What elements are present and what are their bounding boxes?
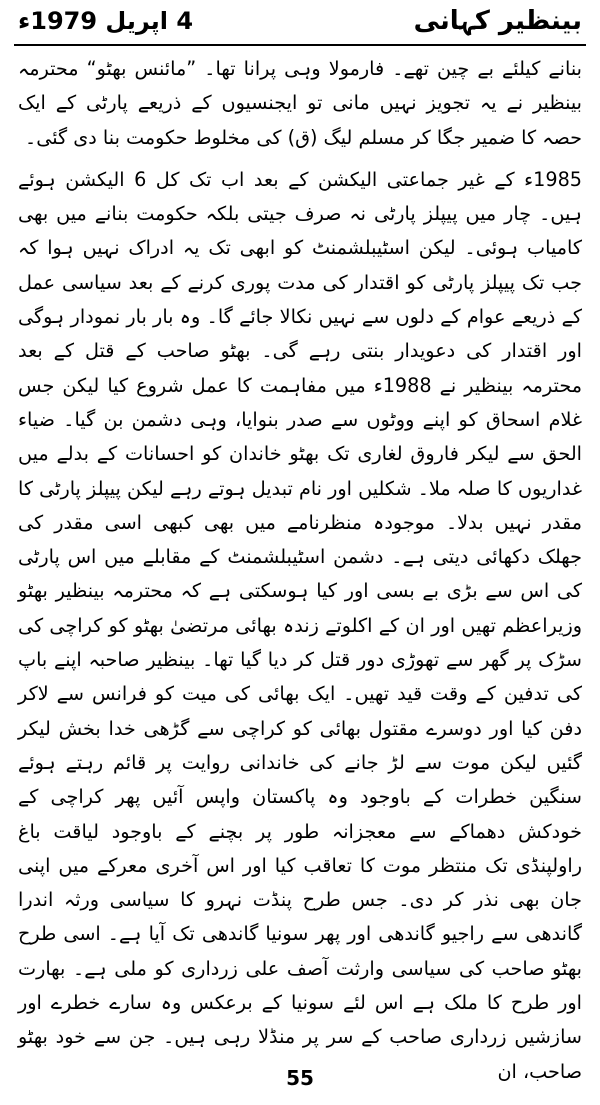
paragraph: بنانے کیلئے بے چین تھے۔ فارمولا وہی پرانا تھا۔ ”مائنس بھٹو“ محترمہ بینظیر نے یہ تجویز نہیں مانی تو ایجنسیوں کے ذریعے پارٹی کے ایک حصہ کا ضمیر جگا کر مسلم لیگ (ق) کی مخلوط حکومت بنا دی گئی۔ xyxy=(18,57,582,149)
paragraph: 1985ء کے غیر جماعتی الیکشن کے بعد اب تک کل 6 الیکشن ہوئے ہیں۔ چار میں پیپلز پارٹی نہ صرف جیتی بلکہ حکومت بنانے میں بھی کامیاب ہوئی۔ لیکن اسٹیبلشمنٹ کو ابھی تک یہ ادراک نہیں ہوا کہ جب تک پیپلز پارٹی کو اقتدار کی مدت پوری کرنے کے بعد سیاسی عمل کے ذریعے عوام کے دلوں سے نہیں نکالا جائے گا۔ وہ بار بار نمودار ہوگی اور اقتدار کی دعویدار بنتی رہے گی۔ بھٹو صاحب کے قتل کے بعد محترمہ بینظیر نے 1988ء میں مفاہمت کا عمل شروع کیا لیکن جس غلام اسحاق کو اپنے ووٹوں سے صدر بنوایا، وہی دشمن بن گیا۔ ضیاء الحق سے لیکر فاروق لغاری تک بھٹو خاندان کو احسانات کے بدلے میں غداریوں کا صلہ ملا۔ شکلیں اور نام تبدیل ہوتے رہے لیکن پیپلز پارٹی کا مقدر نہیں بدلا۔ موجودہ منظرنامے میں بھی کبھی اسی مقدر کی جھلک دکھائی دیتی ہے۔ دشمن اسٹیبلشمنٹ کے مقابلے میں اس پارٹی کی اس سے بڑی بے بسی اور کیا ہوسکتی ہے کہ محترمہ بینظیر بھٹو وزیراعظم تھیں اور ان کے اکلوتے زندہ بھائی مرتضیٰ بھٹو کو کراچی کی سڑک پر گھر سے تھوڑی دور قتل کر دیا گیا تھا۔ بینظیر صاحبہ اپنے باپ کی تدفین کے وقت قید تھیں۔ ایک بھائی کی میت کو فرانس سے لاکر دفن کیا اور دوسرے مقتول بھائی کو کراچی سے گڑھی خدا بخش لیکر گئیں لیکن موت سے لڑ جانے کی خاندانی روایت پر قائم رہتے ہوئے سنگین خطرات کے باوجود وہ پاکستان واپس آئیں پھر کراچی کے خودکش دھماکے سے معجزانہ طور پر بچنے کے باوجود لیاقت باغ راولپنڈی تک منتظر موت کا تعاقب کیا اور اس آخری معرکے میں اپنی جان بھی نذر کر دی۔ جس طرح پنڈت نہرو کا سیاسی ورثہ اندرا گاندھی سے راجیو گاندھی اور پھر سونیا گاندھی تک آیا ہے۔ اسی طرح بھٹو صاحب کی سیاسی وارثت آصف علی زرداری کو ملی ہے۔ بھارت اور طرح کا ملک ہے اس لئے سونیا کے برعکس وہ سارے خطرے اور سازشیں زرداری صاحب کے سر پر منڈلا رہی ہیں۔ جن سے خود بھٹو صاحب، ان xyxy=(18,167,582,1083)
book-title: بینظیر کہانی xyxy=(413,6,582,36)
page-number: 55 xyxy=(286,1066,314,1090)
header-divider xyxy=(14,44,586,46)
chapter-date: 4 اپریل 1979ء xyxy=(18,7,194,35)
page-header xyxy=(16,0,584,44)
